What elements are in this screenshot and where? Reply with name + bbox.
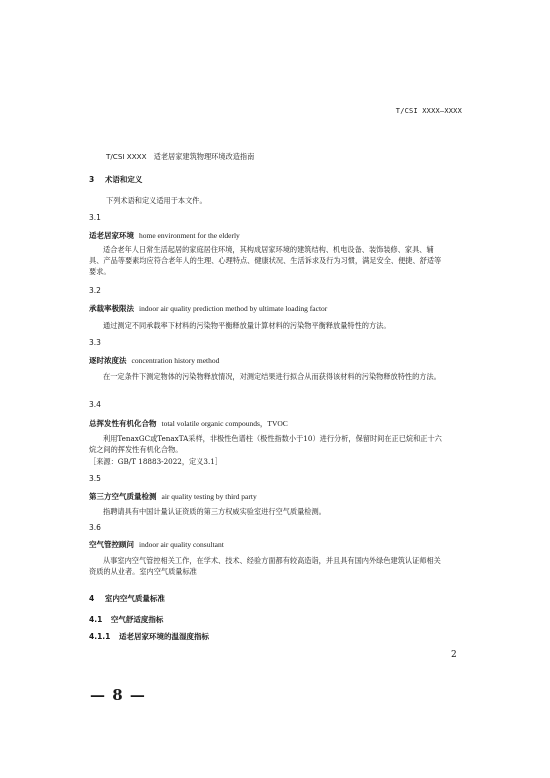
term-heading (89, 539, 224, 550)
term-heading (89, 303, 327, 314)
document-title: T/CSI XXXX 适老居家建筑物理环境改造指南 (106, 152, 255, 161)
term-definition: 在一定条件下测定物体的污染物释放情况，对测定结果进行拟合从而获得该材料的污染物释放特性的方法。 (103, 372, 441, 381)
term-definition: 利用TenaxGC或TenaxTA采样，非极性色谱柱（极性指数小于10）进行分析，保留时间在正已烷和正十六烷之间的挥发性有机化合物。 (89, 434, 442, 454)
section-4-heading (89, 593, 165, 604)
term-number: 3.1 (89, 213, 101, 222)
section-number: 4.1 (89, 615, 103, 624)
term-english: indoor air quality prediction method by ultimate loading factor (139, 304, 328, 313)
section-3-intro: 下列术语和定义适用于本文件。 (106, 196, 207, 205)
standard-number-header: T/CSI XXXX—XXXX (395, 107, 462, 115)
section-number: 3 (89, 175, 95, 184)
term-english: indoor air quality consultant (139, 540, 224, 549)
term-english: air quality testing by third party (161, 492, 257, 501)
term-chinese: 空气管控顾问 (89, 540, 134, 549)
term-english: home environment for the elderly (139, 231, 240, 240)
page-number: 2 (451, 650, 457, 660)
term-chinese: 总挥发性有机化合物 (89, 419, 157, 428)
section-number: 4 (89, 594, 95, 603)
term-definition: 指聘请具有中国计量认证资质的第三方权威实验室进行空气质量检测。 (103, 507, 326, 516)
section-title: 术语和定义 (104, 175, 143, 184)
section-title: 适老居家环境的温湿度指标 (118, 632, 209, 641)
term-definition: 通过测定不同承载率下材料的污染物平衡释放量计算材料的污染物平衡释放量特性的方法。 (103, 321, 391, 330)
term-number: 3.2 (89, 286, 101, 295)
term-chinese: 承载率极限法 (89, 304, 134, 313)
term-chinese: 逐时浓度法 (89, 356, 127, 365)
term-heading (89, 355, 219, 366)
term-source: ［来源：GB/T 18883-2022，定义3.1］ (89, 457, 223, 466)
section-title: 空气舒适度指标 (110, 615, 164, 624)
term-heading (89, 230, 240, 241)
term-english: concentration history method (131, 356, 220, 365)
section-title: 室内空气质量标准 (104, 594, 165, 603)
footer-page-number: — 8 — (90, 686, 146, 704)
section-number: 4.1.1 (89, 632, 111, 641)
term-number: 3.4 (89, 400, 101, 409)
term-english: total volatile organic compounds，TVOC (161, 419, 288, 428)
term-definition: 适合老年人日常生活起居的家庭居住环境，其构成居家环境的建筑结构、机电设备、装饰装修、家具、辅具、产品等要素均应符合老年人的生理、心理特点、健康状况、生活诉求及行为习惯，满足安全、便捷、舒适等要求。 (89, 245, 442, 276)
term-heading (89, 418, 288, 429)
subsection-4-1-1-heading (89, 631, 209, 642)
term-number: 3.3 (89, 338, 101, 347)
term-number: 3.5 (89, 474, 101, 483)
term-heading (89, 491, 257, 502)
term-number: 3.6 (89, 523, 101, 532)
section-3-heading (89, 174, 142, 185)
subsection-4-1-heading (89, 614, 163, 625)
term-chinese: 适老居家环境 (89, 231, 134, 240)
term-definition: 从事室内空气管控相关工作，在学术、技术、经验方面都有较高造诣，并且具有国内外绿色建筑认证师相关资质的从业者。室内空气质量标准 (89, 556, 441, 576)
term-chinese: 第三方空气质量检测 (89, 492, 157, 501)
